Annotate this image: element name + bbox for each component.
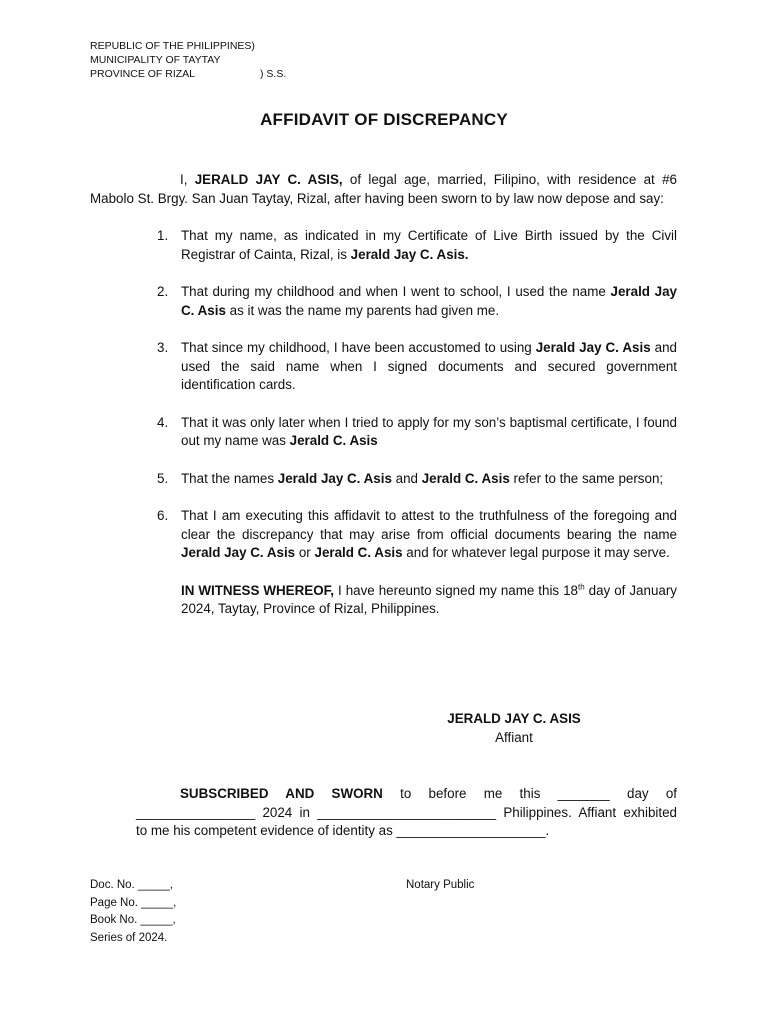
jurat-line-1 xyxy=(136,785,677,804)
witness-ordinal-suffix: th xyxy=(578,582,585,592)
intro-prefix: I, xyxy=(180,172,195,187)
header-line-province xyxy=(90,67,286,81)
intro-text: of legal age, married, Filipino, with residence at #6 Mabolo St. Brgy. San Juan Taytay, Rizal, after having been sworn to by law now depose and say: xyxy=(90,172,677,206)
intro-paragraph xyxy=(90,171,677,208)
statement-item xyxy=(90,414,677,451)
witness-text: I have hereunto signed my name this 18 xyxy=(334,582,578,598)
item-name-bold: Jerald Jay C. Asis xyxy=(277,470,392,486)
item-text-rest: refer to the same person; xyxy=(509,470,664,486)
statement-list xyxy=(90,227,677,619)
document-title: AFFIDAVIT OF DISCREPANCY xyxy=(260,110,508,129)
header-line-municipality: MUNICIPALITY OF TAYTAY xyxy=(90,54,221,66)
item-number: 3. xyxy=(157,340,169,355)
item-text: That it was only later when I tried to apply for my son’s baptismal certificate, I found out my name was xyxy=(181,414,677,449)
statement-item xyxy=(90,470,677,489)
header-line-republic: REPUBLIC OF THE PHILIPPINES) xyxy=(90,40,255,52)
jurat-line-2: ________________ 2024 in ________________________ Philippines. Affiant exhibited xyxy=(136,804,677,820)
item-name-bold: Jerald Jay C. Asis xyxy=(535,340,651,355)
item-number: 1. xyxy=(157,228,169,243)
witness-lead: IN WITNESS WHEREOF, xyxy=(181,582,335,598)
header-province-label: PROVINCE OF RIZAL xyxy=(90,68,196,80)
item-text: That the names xyxy=(181,470,278,486)
jurat-lead: SUBSCRIBED AND SWORN xyxy=(180,786,383,801)
header-ss-label: ) S.S. xyxy=(260,68,287,80)
item-name-bold-alt: Jerald C. Asis xyxy=(421,470,510,486)
witness-text-rest: day of January 2024, Taytay, Province of Rizal, Philippines. xyxy=(181,582,677,617)
item-number: 5. xyxy=(157,470,169,486)
jurat-line-1-text: to before me this _______ day of xyxy=(382,786,677,801)
jurisdiction-header xyxy=(90,39,286,81)
item-number: 6. xyxy=(157,508,169,523)
page-no-field: Page No. _____, xyxy=(90,896,177,909)
item-text: That during my childhood and when I went to school, I used the name xyxy=(181,284,611,299)
jurat-paragraph xyxy=(136,785,677,841)
notarial-register xyxy=(90,877,176,947)
statement-item xyxy=(90,507,677,563)
item-text: That I am executing this affidavit to attest to the truthfulness of the foregoing and clear the discrepancy that may arise from official documents bearing the name xyxy=(181,508,677,542)
item-name-bold: Jerald Jay C. Asis xyxy=(181,545,296,561)
item-number: 2. xyxy=(157,284,169,299)
affiant-name-intro: JERALD JAY C. ASIS, xyxy=(194,172,343,187)
item-name-bold: Jerald C. Asis xyxy=(289,433,378,449)
item-text-mid: and xyxy=(391,470,422,486)
item-name-bold: Jerald Jay C. Asis xyxy=(181,284,678,318)
statement-item xyxy=(90,339,677,395)
affiant-signature-name: JERALD JAY C. ASIS xyxy=(447,711,581,726)
item-text: That since my childhood, I have been accustomed to using xyxy=(181,340,536,355)
book-no-field: Book No. _____, xyxy=(90,914,176,926)
affiant-role-label: Affiant xyxy=(495,730,533,745)
item-text-mid: or xyxy=(295,545,315,561)
statement-item xyxy=(90,227,677,264)
item-text: That my name, as indicated in my Certificate of Live Birth issued by the Civil Registrar of Cainta, Rizal, is xyxy=(181,228,677,262)
item-text-rest: and for whatever legal purpose it may serve. xyxy=(402,545,670,561)
item-name-bold-alt: Jerald C. Asis xyxy=(314,545,403,561)
statement-item xyxy=(90,283,677,320)
item-text-rest: as it was the name my parents had given me. xyxy=(225,302,500,318)
item-name-bold: Jerald Jay C. Asis. xyxy=(350,246,469,262)
witness-paragraph xyxy=(90,582,677,619)
doc-no-field: Doc. No. _____, xyxy=(90,879,174,891)
series-field: Series of 2024. xyxy=(90,931,168,944)
jurat-line-3: to me his competent evidence of identity as ____________________. xyxy=(136,823,550,839)
item-number: 4. xyxy=(157,414,169,430)
item-text-rest: and used the said name when I signed documents and secured government identification cards. xyxy=(181,340,677,393)
notary-public-label: Notary Public xyxy=(406,879,475,891)
